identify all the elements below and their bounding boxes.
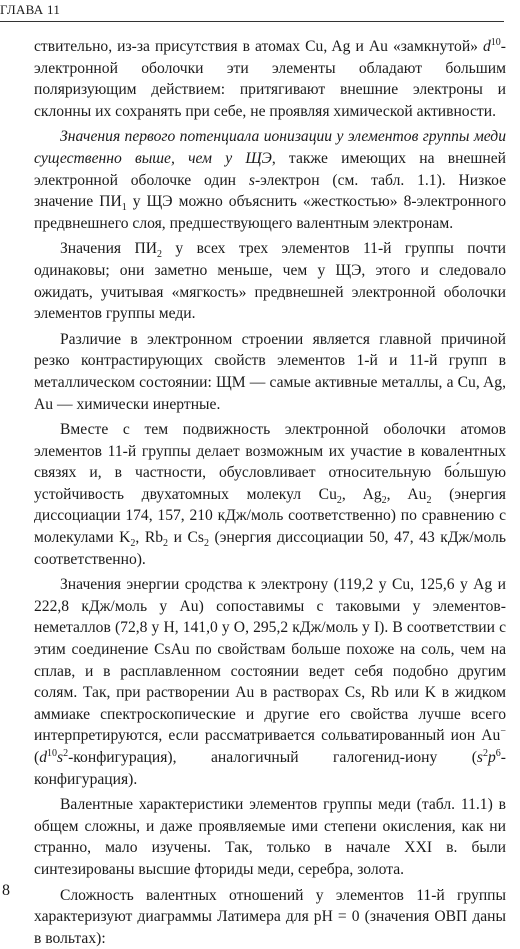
paragraph: Значения $ПИ_2$ у всех трех элементов 11-й группы почти одинаковы; они заметно меньше, чем у ЩЭ, этого и следовало ожидать, учитывая «мягкость» предвнешней электронной оболочки элементов группы меди.	[34, 240, 506, 323]
paragraph: Вместе с тем подвижность электронной оболочки атомов элементов 11-й группы делает возможным их участие в ковалентных связях и, в частности, обусловливает относительную бо́льшую устойчивость двухатомных молекул $Cu_2$, $Ag_2$, $Au_2$ (энергия диссоциации 174, 157, 210 кДж/моль соответственно) по сравнению с молекулами $K_2$, $Rb_2$ и $Cs_2$ (энергия диссоциации 50, 47, 43 кДж/моль соответственно).	[34, 421, 506, 568]
paragraph: ствительно, из-за присутствия в атомах Cu, Ag и Au «замкнутой» $d^{10}$-электронной оболочки эти элементы обладают большим поляризующим действием: притягивают внешние электроны и склонны их сохранять при себе, не проявляя химической активности.	[34, 36, 506, 120]
running-head: ГЛАВА 11	[0, 2, 61, 17]
paragraph: Значения первого потенциала ионизации у элементов группы меди существенно выше, чем у ЩЭ, также имеющих на внешней электронной оболочке один s-электрон (см. табл. 1.1). Низкое значение $ПИ_1$ у ЩЭ можно объяснить «жесткостью» 8-электронного предвнешнего слоя, предшествующего валентным электронам.	[34, 128, 506, 232]
body-text	[34, 36, 506, 949]
paragraph: Валентные характеристики элементов группы меди (табл. 11.1) в общем сложны, и даже проявляемые ими степени окисления, как ни странно, мало изучены. Так, только в начале XXI в. были синтезированы высшие фториды меди, серебра, золота.	[34, 796, 506, 878]
header-rule	[0, 21, 504, 22]
paragraph: Сложность валентных отношений у элементов 11-й группы характеризуют диаграммы Латимера для pH = 0 (значения ОВП даны в вольтах):	[34, 886, 506, 947]
page-number: 8	[2, 882, 10, 899]
paragraph: Различие в электронном строении является главной причиной резко контрастирующих свойств элементов 1-й и 11-й групп в металлическом состоянии: ЩМ — самые активные металлы, а Cu, Ag, Au — химически инертные.	[34, 330, 506, 413]
paragraph: Значения энергии сродства к электрону (119,2 у Cu, 125,6 у Ag и 222,8 кДж/моль у Au) сопоставимы с таковыми у элементов-неметаллов (72,8 у H, 141,0 у O, 295,2 кДж/моль у I). В соответствии с этим соединение CsAu по свойствам больше похоже на соль, чем на сплав, и в расплавленном состоянии ведет себя подобно другим солям. Так, при растворении Au в растворах Cs, Rb или K в жидком аммиаке спектроскопические и другие его свойства лучше всего интерпретируются, если рассматривается сольватированный ион Au− $(d^{10}s^2-конфигурация)$, аналогичный галогенид-иону $(s^2p^6-конфигурация)$.	[34, 576, 506, 788]
